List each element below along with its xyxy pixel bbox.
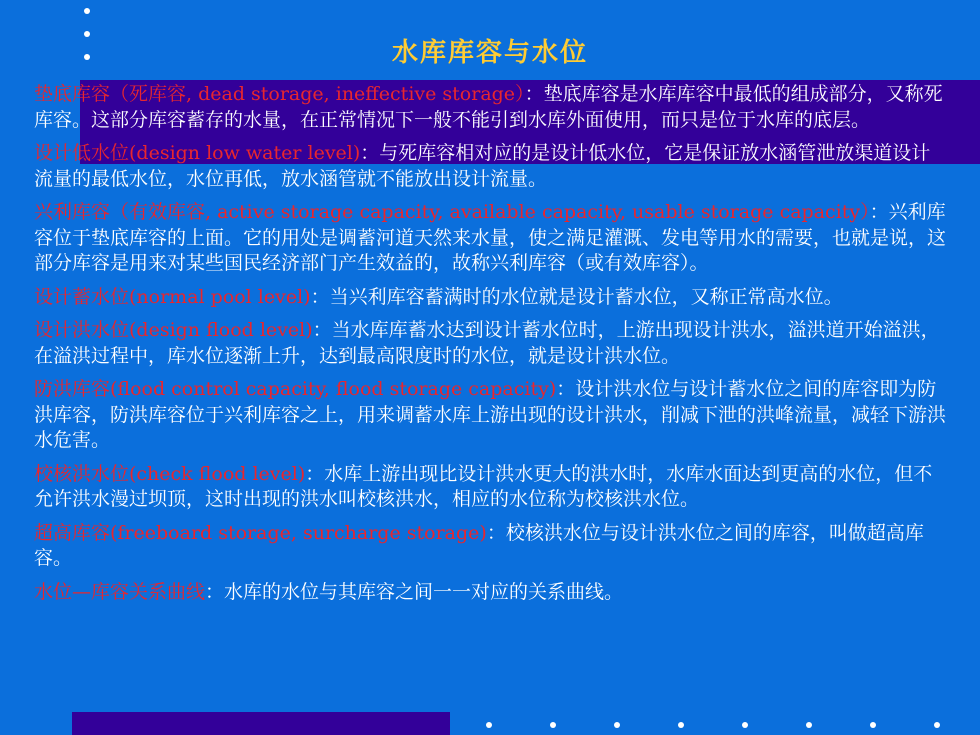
- definition-text: ：校核洪水位与设计洪水位之间的库容，叫做超高库容。: [34, 521, 924, 569]
- definition-term: 设计低水位(design low water level): [34, 142, 361, 164]
- definition-text: ：与死库容相对应的是设计低水位，它是保证放水涵管泄放渠道设计流量的最低水位，水位再低，放水涵管就不能放出设计流量。: [34, 142, 931, 190]
- definition-check-flood-level: [34, 462, 946, 513]
- bullet-dot: [934, 722, 940, 728]
- definition-text: ：垫底库容是水库库容中最低的组成部分，又称死库容。这部分库容蓄存的水量，在正常情况下一般不能引到水库外面使用，而只是位于水库的底层。: [34, 83, 943, 131]
- slide-title: 水库库容与水位: [391, 38, 588, 68]
- definition-level-storage-curve: [34, 580, 946, 606]
- bullet-dot: [84, 8, 90, 14]
- definition-text: ：兴利库容位于垫底库容的上面。它的用处是调蓄河道天然来水量，使之满足灌溉、发电等用水的需要，也就是说，这部分库容是用来对某些国民经济部门产生效益的，故称兴利库容（或有效库容）。: [34, 201, 947, 274]
- bullet-dot: [870, 722, 876, 728]
- bullet-dot: [614, 722, 620, 728]
- definition-text: ：设计洪水位与设计蓄水位之间的库容即为防洪库容，防洪库容位于兴利库容之上，用来调蓄水库上游出现的设计洪水，削减下泄的洪峰流量，减轻下游洪水危害。: [34, 378, 947, 451]
- definition-term: 水位—库容关系曲线: [34, 580, 206, 603]
- definition-dead-storage: [34, 82, 946, 133]
- decorative-band-bottom: [72, 712, 450, 735]
- bullet-dot: [678, 722, 684, 728]
- definition-design-low-water-level: [34, 141, 946, 192]
- definition-term: 校核洪水位(check flood level): [34, 462, 306, 485]
- definition-term: 垫底库容（死库容, dead storage, ineffective storage）: [34, 83, 525, 105]
- bullet-dot: [550, 722, 556, 728]
- definition-text: ：当兴利库容蓄满时的水位就是设计蓄水位，又称正常高水位。: [310, 285, 843, 308]
- definition-term: 设计洪水位(design flood level): [34, 319, 313, 341]
- definition-design-flood-level: [34, 318, 946, 369]
- definition-normal-pool-level: [34, 285, 946, 311]
- definition-surcharge-storage: [34, 521, 946, 572]
- bullet-dot: [486, 722, 492, 728]
- bullet-dot: [742, 722, 748, 728]
- definition-active-storage: [34, 200, 946, 277]
- definition-term: 兴利库容（有效库容, active storage capacity, available capacity, usable storage capacity）: [34, 201, 870, 223]
- definition-text: ：水库的水位与其库容之间一一对应的关系曲线。: [205, 580, 624, 603]
- definition-term: 设计蓄水位(normal pool level): [34, 285, 311, 308]
- bullet-dot: [806, 722, 812, 728]
- definition-term: 超高库容(freeboard storage, surcharge storage): [34, 521, 487, 544]
- bottom-bullet-dots: [486, 722, 940, 728]
- definition-flood-control-capacity: [34, 377, 946, 454]
- definitions-list: [34, 82, 946, 613]
- definition-term: 防洪库容(flood control capacity, flood storage capacity): [34, 378, 557, 400]
- definition-text: ：当水库库蓄水达到设计蓄水位时，上游出现设计洪水，溢洪道开始溢洪，在溢洪过程中，库水位逐渐上升，达到最高限度时的水位，就是设计洪水位。: [34, 319, 940, 367]
- definition-text: ：水库上游出现比设计洪水更大的洪水时，水库水面达到更高的水位，但不允许洪水漫过坝顶，这时出现的洪水叫校核洪水，相应的水位称为校核洪水位。: [34, 462, 933, 510]
